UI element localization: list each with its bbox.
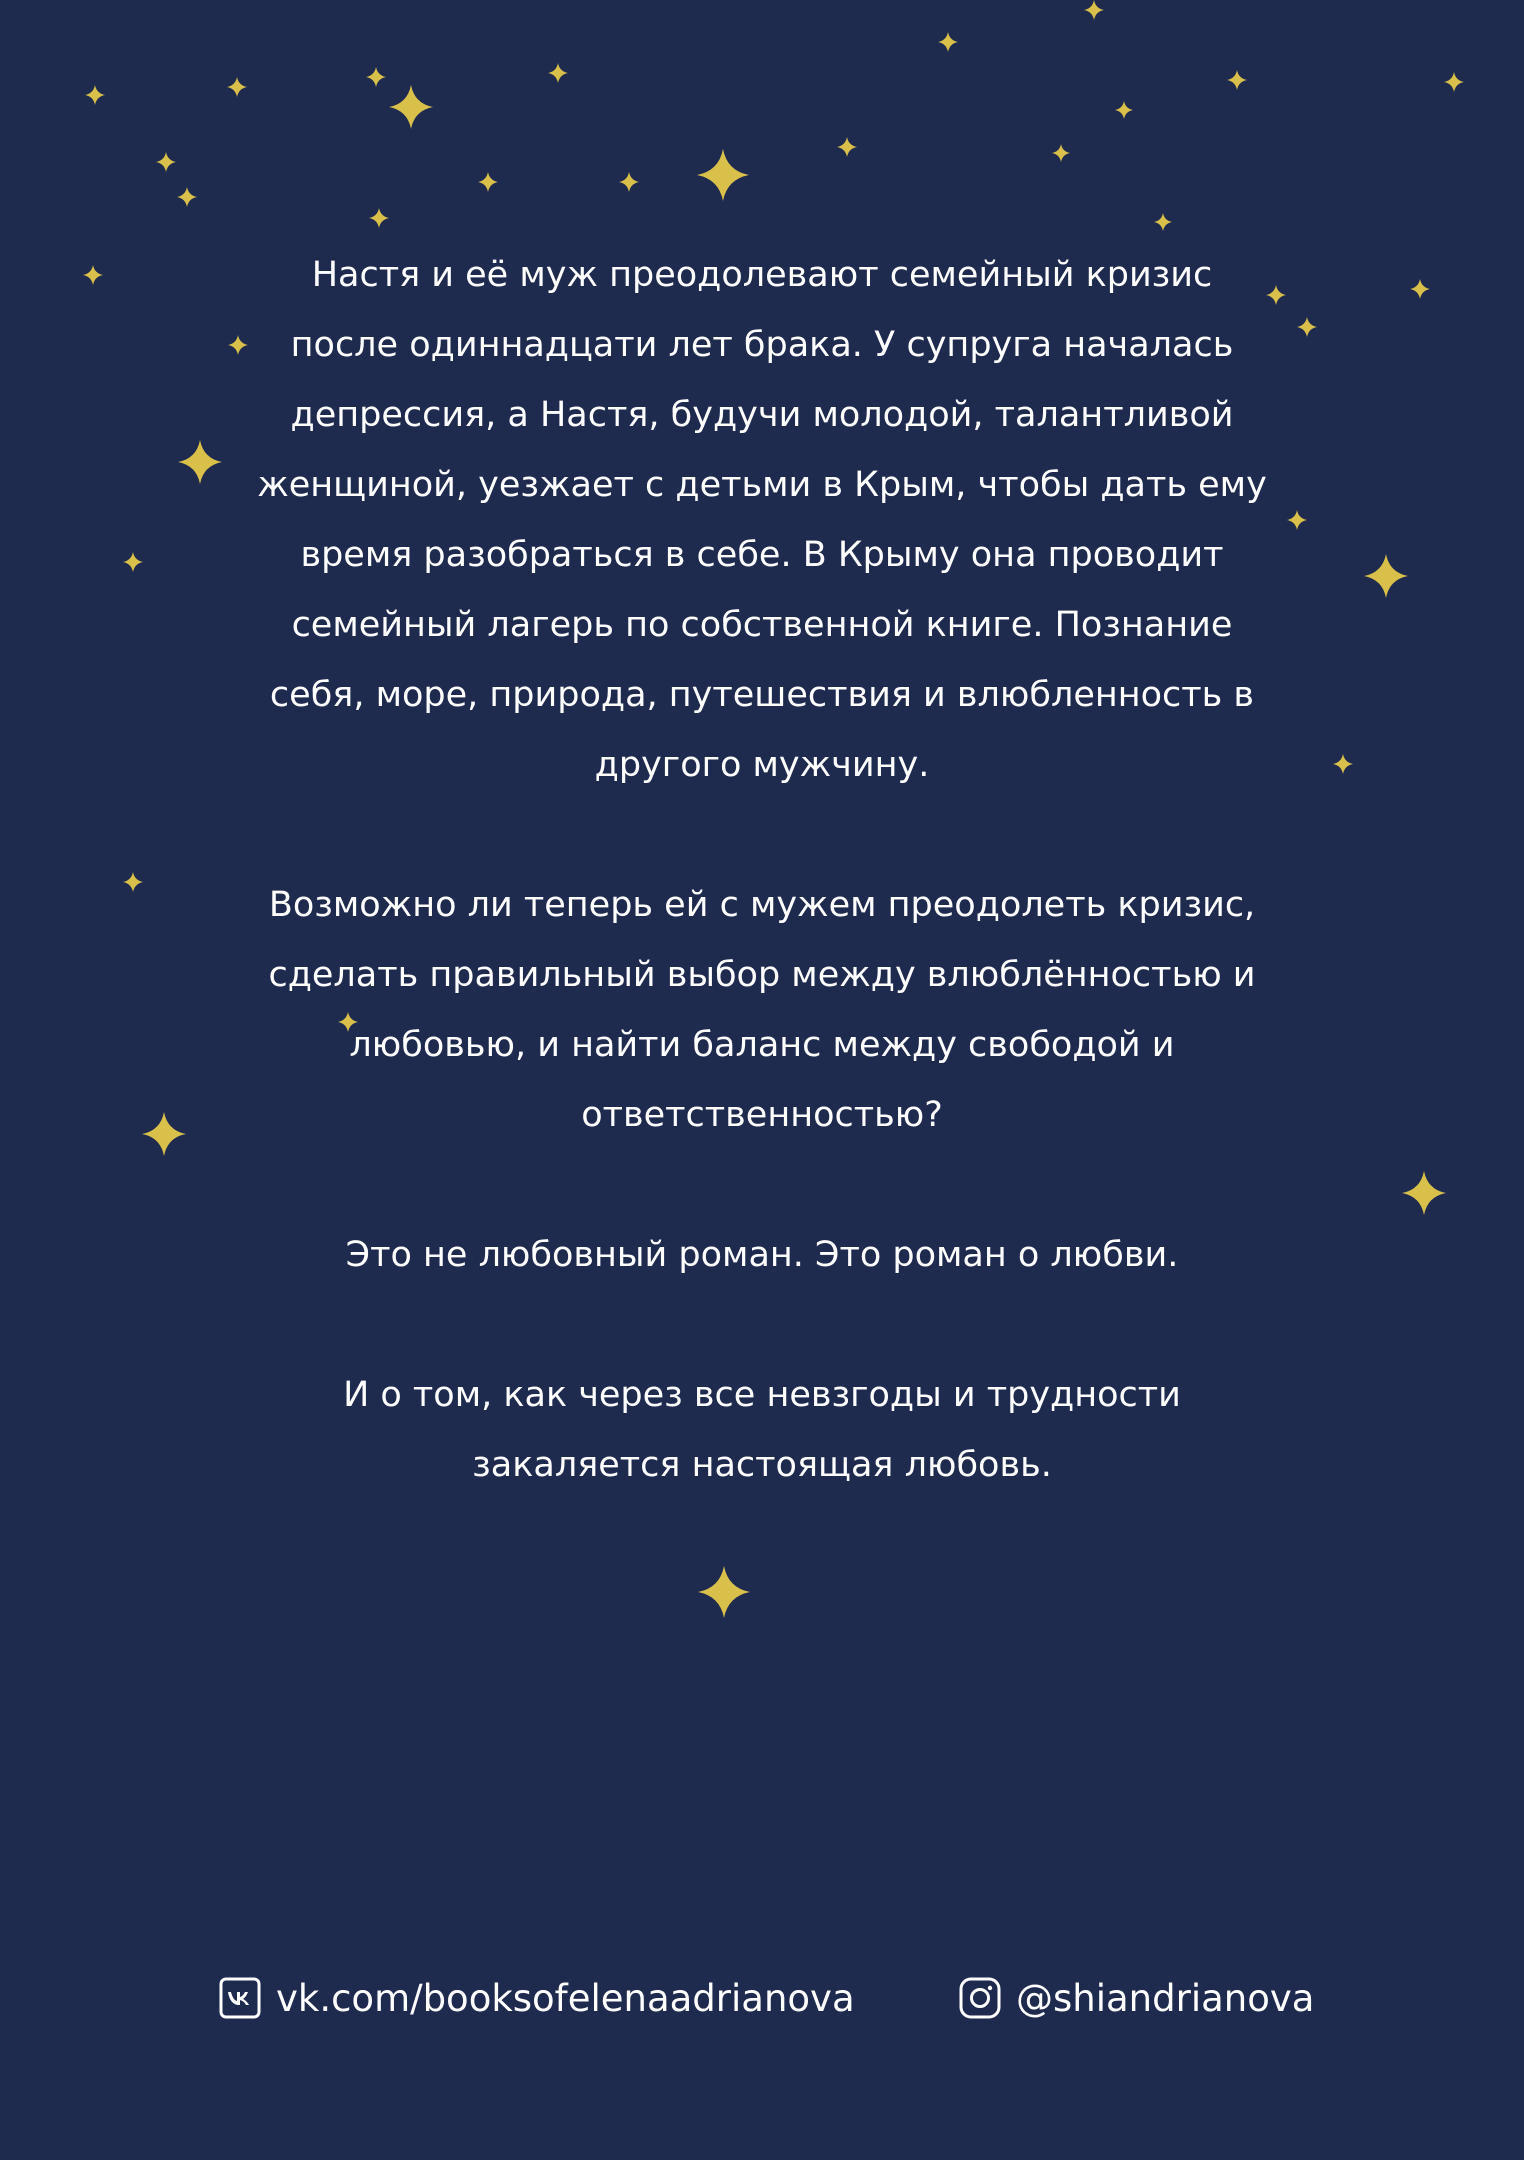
vk-icon xyxy=(218,1976,262,2020)
sparkle-star-icon xyxy=(698,1566,750,1618)
sparkle-star-icon xyxy=(1154,213,1172,231)
paragraph-2-line: сделать правильный выбор между влюблённостью и xyxy=(268,955,1256,995)
paragraph-4-line: закаляется настоящая любовь. xyxy=(472,1445,1052,1485)
sparkle-star-icon xyxy=(1287,510,1307,530)
paragraph-1 xyxy=(250,240,1274,800)
paragraph-2-line: ответственностью? xyxy=(581,1095,943,1135)
instagram-handle-text[interactable]: @shiandrianova xyxy=(1016,1976,1315,2020)
sparkle-star-icon xyxy=(1410,279,1430,299)
sparkle-star-icon xyxy=(156,152,176,172)
paragraph-2 xyxy=(250,870,1274,1150)
sparkle-star-icon xyxy=(85,85,105,105)
sparkle-star-icon xyxy=(697,149,749,201)
sparkle-star-icon xyxy=(366,67,386,87)
sparkle-star-icon xyxy=(619,172,639,192)
vk-link[interactable] xyxy=(218,1968,855,2028)
sparkle-star-icon xyxy=(837,137,857,157)
sparkle-star-icon xyxy=(1297,317,1317,337)
sparkle-star-icon xyxy=(178,440,222,484)
sparkle-star-icon xyxy=(123,552,143,572)
paragraph-1-line: после одиннадцати лет брака. У супруга началась xyxy=(290,325,1234,365)
sparkle-star-icon xyxy=(227,77,247,97)
instagram-link[interactable] xyxy=(958,1968,1314,2028)
sparkle-star-icon xyxy=(228,335,248,355)
sparkle-star-icon xyxy=(83,265,103,285)
vk-link-text[interactable]: vk.com/booksofelenaadrianova xyxy=(276,1976,855,2020)
sparkle-star-icon xyxy=(1227,70,1247,90)
sparkle-star-icon xyxy=(123,872,143,892)
sparkle-star-icon xyxy=(177,187,197,207)
sparkle-star-icon xyxy=(1333,754,1353,774)
paragraph-1-line: время разобраться в себе. В Крыму она проводит xyxy=(300,535,1224,575)
sparkle-star-icon xyxy=(1084,0,1104,20)
sparkle-star-icon xyxy=(548,63,568,83)
instagram-icon xyxy=(958,1976,1002,2020)
sparkle-star-icon xyxy=(142,1112,186,1156)
sparkle-star-icon xyxy=(389,85,433,129)
paragraph-1-line: семейный лагерь по собственной книге. Познание xyxy=(291,605,1233,645)
sparkle-star-icon xyxy=(1402,1171,1446,1215)
book-description xyxy=(250,240,1274,1500)
paragraph-1-line: себя, море, природа, путешествия и влюбленность в xyxy=(269,675,1255,715)
sparkle-star-icon xyxy=(1364,554,1408,598)
sparkle-star-icon xyxy=(938,32,958,52)
sparkle-star-icon xyxy=(1115,101,1133,119)
paragraph-3-line: Это не любовный роман. Это роман о любви. xyxy=(345,1235,1179,1275)
sparkle-star-icon xyxy=(369,208,389,228)
paragraph-2-line: Возможно ли теперь ей с мужем преодолеть кризис, xyxy=(268,885,1256,925)
sparkle-star-icon xyxy=(1444,72,1464,92)
paragraph-4 xyxy=(250,1360,1274,1500)
paragraph-1-line: женщиной, уезжает с детьми в Крым, чтобы дать ему xyxy=(257,465,1267,505)
sparkle-star-icon xyxy=(1052,144,1070,162)
paragraph-2-line: любовью, и найти баланс между свободой и xyxy=(349,1025,1175,1065)
sparkle-star-icon xyxy=(478,172,498,192)
paragraph-3 xyxy=(250,1220,1274,1290)
paragraph-1-line: депрессия, а Настя, будучи молодой, талантливой xyxy=(290,395,1234,435)
paragraph-1-line: Настя и её муж преодолевают семейный кризис xyxy=(311,255,1213,295)
paragraph-4-line: И о том, как через все невзгоды и трудности xyxy=(343,1375,1181,1415)
paragraph-1-line: другого мужчину. xyxy=(594,745,930,785)
